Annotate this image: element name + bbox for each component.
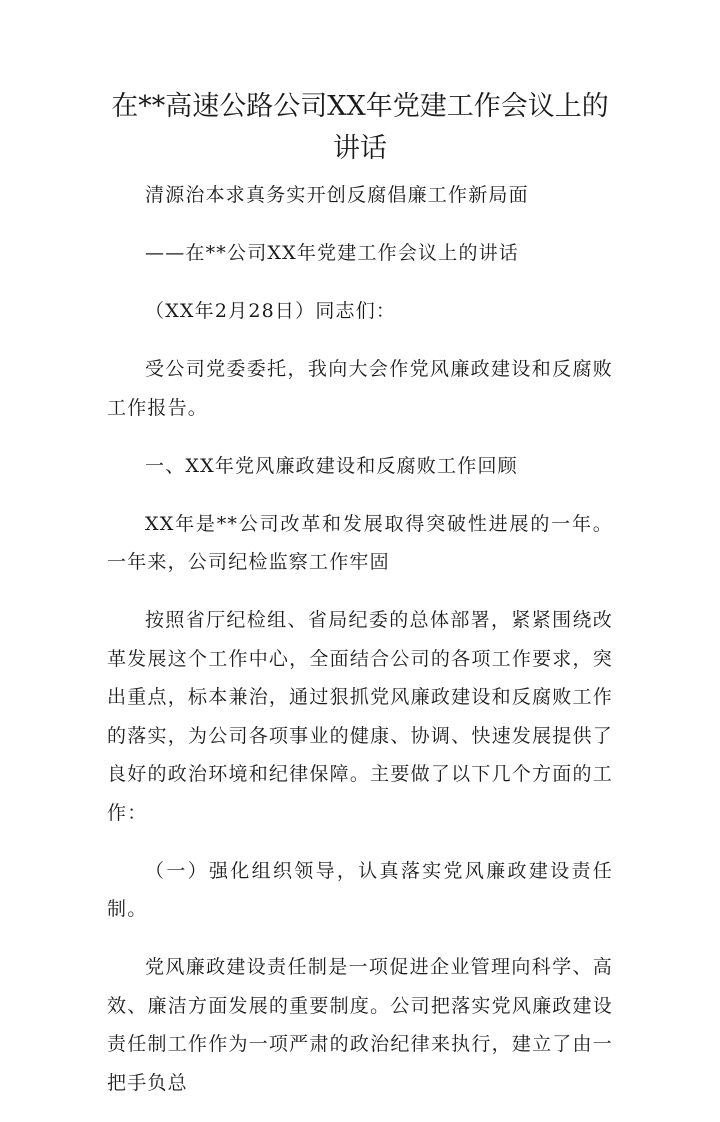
date-salutation-paragraph: （XX年2月28日）同志们： (145, 300, 397, 322)
section-heading: 一、XX年党风廉政建设和反腐败工作回顾 (145, 454, 518, 477)
body-paragraph: XX年是**公司改革和发展取得突破性进展的一年。一年来，公司纪检监察工作牢固 (107, 512, 613, 573)
document-body (107, 176, 613, 1122)
speech-occasion-paragraph: ——在**公司XX年党建工作会议上的讲话 (145, 242, 520, 264)
subsection-heading: （一）强化组织领导，认真落实党风廉政建设责任制。 (107, 859, 613, 920)
body-paragraph: 按照省厅纪检组、省局纪委的总体部署，紧紧围绕改革发展这个工作中心，全面结合公司的各项工作要求，突出重点，标本兼治，通过狠抓党风廉政建设和反腐败工作的落实，为公司各项事业的健康、协调、快速发展提供了良好的政治环境和纪律保障。主要做了以下几个方面的工作： (107, 609, 613, 824)
body-paragraph: 受公司党委委托，我向大会作党风廉政建设和反腐败工作报告。 (107, 358, 613, 419)
document-title: 在**高速公路公司XX年党建工作会议上的讲话 (111, 91, 609, 164)
body-paragraph: 党风廉政建设责任制是一项促进企业管理向科学、高效、廉洁方面发展的重要制度。公司把落实党风廉政建设责任制工作作为一项严肃的政治纪律来执行，建立了由一把手负总 (107, 956, 613, 1094)
subtitle-paragraph: 清源治本求真务实开创反腐倡廉工作新局面 (145, 184, 529, 206)
